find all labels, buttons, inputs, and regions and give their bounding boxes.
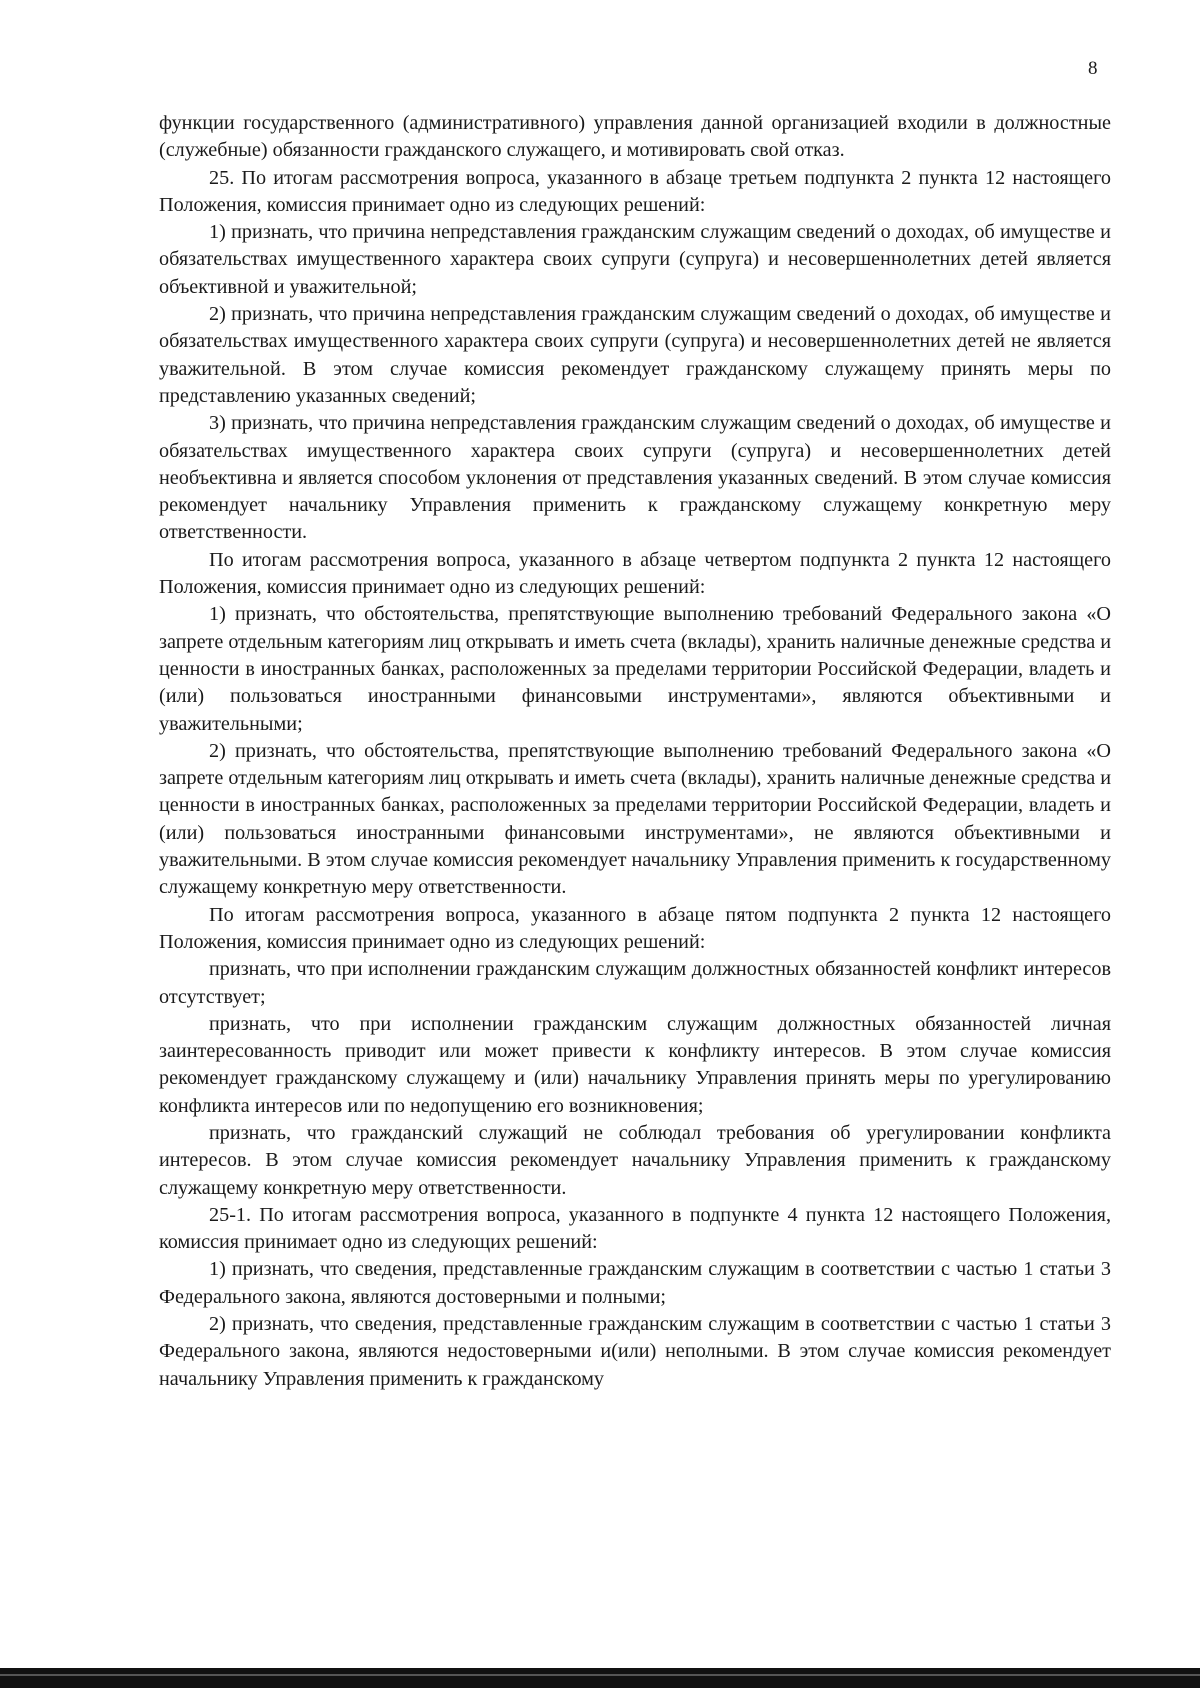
document-body [159,110,1111,1393]
paragraph: 2) признать, что причина непредставления гражданским служащим сведений о доходах, об имуществе и обязательствах имущественного характера своих супруги (супруга) и несовершеннолетних детей не является уважительной. В этом случае комиссия рекомендует гражданскому служащему принять меры по представлению указанных сведений; [159,303,1111,407]
paragraph: признать, что при исполнении гражданским служащим должностных обязанностей личная заинтересованность приводит или может привести к конфликту интересов. В этом случае комиссия рекомендует гражданскому служащему и (или) начальнику Управления принять меры по урегулированию конфликта интересов или по недопущению его возникновения; [159,1012,1111,1117]
scan-edge-line [0,1674,1200,1676]
paragraph: По итогам рассмотрения вопроса, указанного в абзаце четвертом подпункта 2 пункта 12 настоящего Положения, комиссия принимает одно из следующих решений: [159,548,1111,599]
paragraph: 3) признать, что причина непредставления гражданским служащим сведений о доходах, об имуществе и обязательствах имущественного характера своих супруги (супруга) и несовершеннолетних детей необъективна и является способом уклонения от представления указанных сведений. В этом случае комиссия рекомендует начальнику Управления применить к гражданскому служащему конкретную меру ответственности. [159,412,1111,544]
paragraph: 2) признать, что обстоятельства, препятствующие выполнению требований Федерального закона «О запрете отдельным категориям лиц открывать и иметь счета (вклады), хранить наличные денежные средства и ценности в иностранных банках, расположенных за пределами территории Российской Федерации, владеть и (или) пользоваться иностранными финансовыми инструментами», не являются объективными и уважительными. В этом случае комиссия рекомендует начальнику Управления применить к государственному служащему конкретную меру ответственности. [159,739,1111,899]
paragraph: 2) признать, что сведения, представленные гражданским служащим в соответствии с частью 1 статьи 3 Федерального закона, являются недостоверными и(или) неполными. В этом случае комиссия рекомендует начальнику Управления применить к гражданскому [159,1313,1111,1390]
scan-edge-bar [0,1668,1200,1688]
paragraph: признать, что гражданский служащий не соблюдал требования об урегулировании конфликта интересов. В этом случае комиссия рекомендует начальнику Управления применить к гражданскому служащему конкретную меру ответственности. [159,1121,1111,1199]
paragraph: По итогам рассмотрения вопроса, указанного в абзаце пятом подпункта 2 пункта 12 настоящего Положения, комиссия принимает одно из следующих решений: [159,903,1111,953]
paragraph: 1) признать, что обстоятельства, препятствующие выполнению требований Федерального закона «О запрете отдельным категориям лиц открывать и иметь счета (вклады), хранить наличные денежные средства и ценности в иностранных банках, расположенных за пределами территории Российской Федерации, владеть и (или) пользоваться иностранными финансовыми инструментами», являются объективными и уважительными; [159,603,1111,735]
paragraph: признать, что при исполнении гражданским служащим должностных обязанностей конфликт интересов отсутствует; [159,958,1111,1008]
paragraph: 25. По итогам рассмотрения вопроса, указанного в абзаце третьем подпункта 2 пункта 12 настоящего Положения, комиссия принимает одно из следующих решений: [159,166,1111,216]
page-number: 8 [1088,58,1098,79]
paragraph: функции государственного (административного) управления данной организацией входили в должностные (служебные) обязанности гражданского служащего, и мотивировать свой отказ. [159,112,1111,162]
paragraph: 1) признать, что сведения, представленные гражданским служащим в соответствии с частью 1 статьи 3 Федерального закона, являются достоверными и полными; [159,1258,1111,1308]
paragraph: 1) признать, что причина непредставления гражданским служащим сведений о доходах, об имуществе и обязательствах имущественного характера своих супруги (супруга) и несовершеннолетних детей является объективной и уважительной; [159,221,1111,298]
paragraph: 25-1. По итогам рассмотрения вопроса, указанного в подпункте 4 пункта 12 настоящего Положения, комиссия принимает одно из следующих решений: [159,1203,1111,1254]
